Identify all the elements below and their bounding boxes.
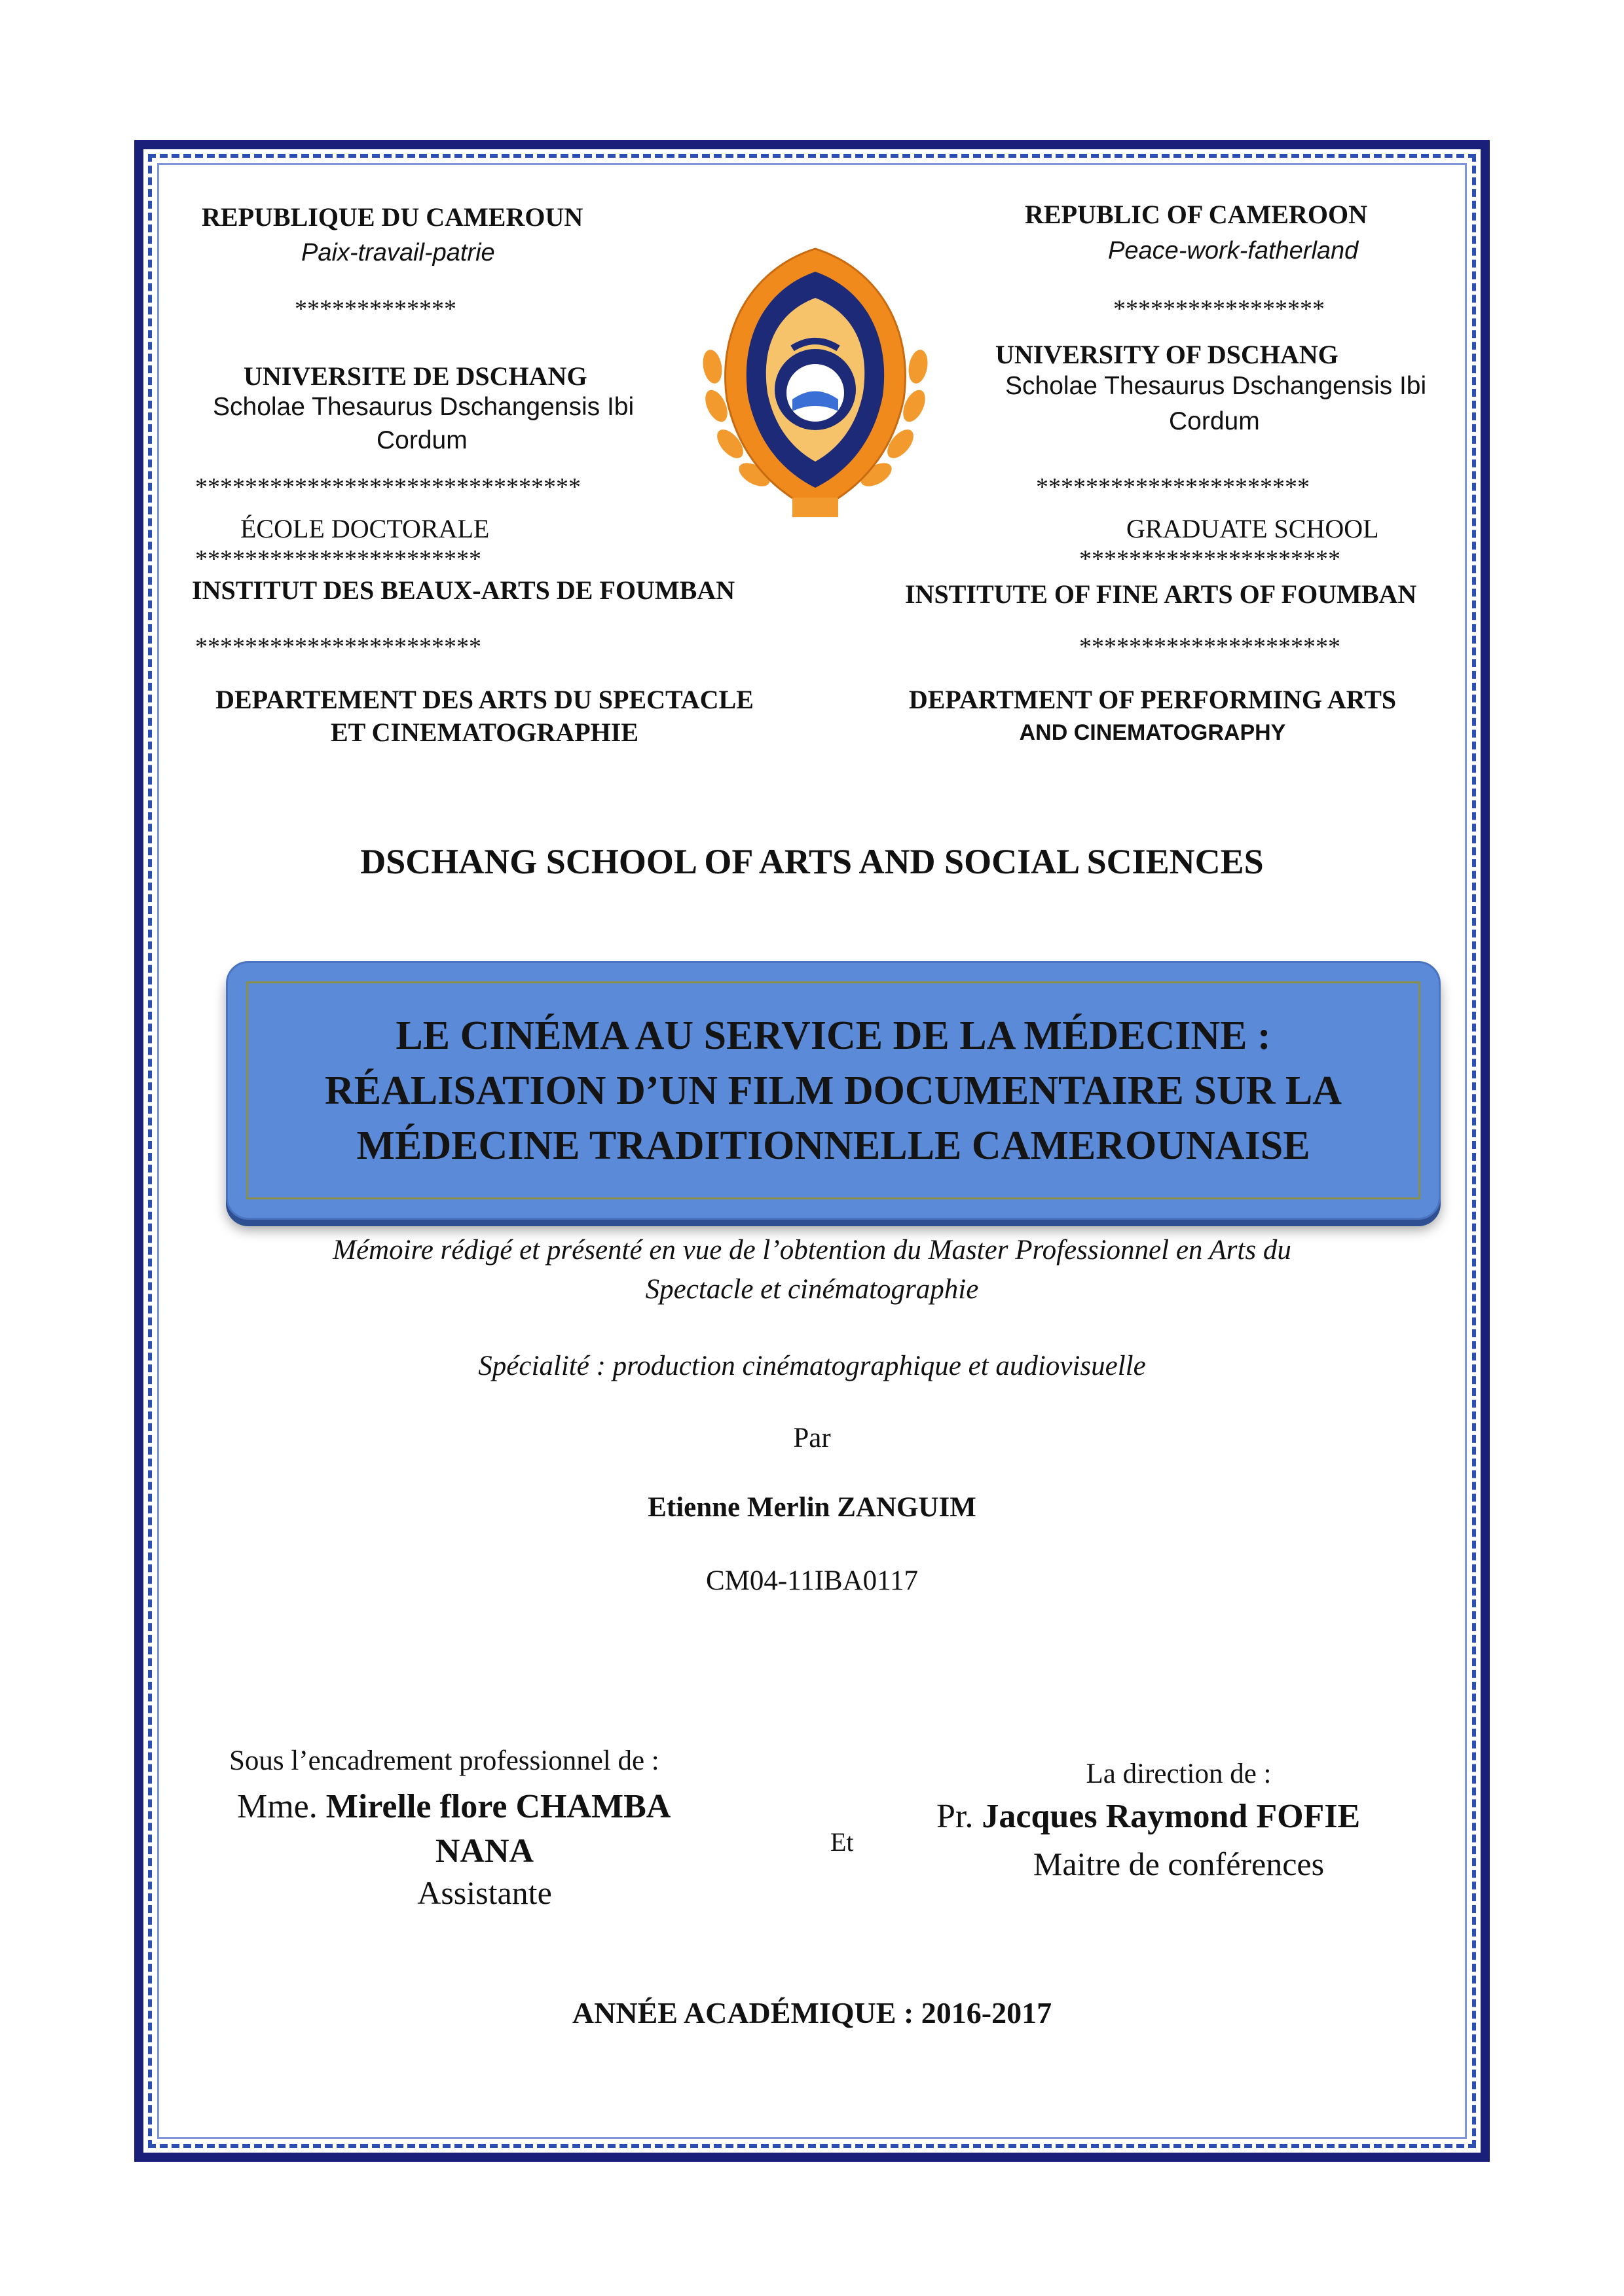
- left-separator-1: *************: [295, 295, 456, 323]
- left-department-line-1: DEPARTEMENT DES ARTS DU SPECTACLE: [215, 685, 754, 714]
- thesis-title-inner-frame: [246, 981, 1420, 1199]
- memoire-line-2: Spectacle et cinématographie: [645, 1274, 979, 1305]
- supervision-left-name-1: Mirelle flore CHAMBA: [325, 1788, 671, 1825]
- supervision-left-label: Sous l’encadrement professionnel de :: [229, 1745, 659, 1776]
- supervision-left-name-2: NANA: [435, 1832, 534, 1870]
- thesis-title-line-3: MÉDECINE TRADITIONNELLE CAMEROUNAISE: [356, 1123, 1310, 1168]
- author-name: Etienne Merlin ZANGUIM: [648, 1492, 976, 1523]
- supervision-left-prefix: Mme.: [237, 1788, 318, 1825]
- academic-year: ANNÉE ACADÉMIQUE : 2016-2017: [572, 1996, 1052, 2030]
- left-motto: Paix-travail-patrie: [301, 239, 495, 266]
- right-department-line-2: AND CINEMATOGRAPHY: [1019, 720, 1286, 745]
- right-latin-line-1: Scholae Thesaurus Dschangensis Ibi: [1005, 372, 1427, 400]
- left-separator-2: *******************************: [195, 473, 581, 501]
- supervision-left-role: Assistante: [417, 1874, 552, 1911]
- right-motto: Peace-work-fatherland: [1108, 237, 1359, 264]
- left-separator-3: ***********************: [195, 545, 481, 573]
- left-country: REPUBLIQUE DU CAMEROUN: [202, 202, 583, 232]
- university-seal-icon: [694, 236, 936, 537]
- left-university: UNIVERSITE DE DSCHANG: [244, 361, 587, 391]
- left-institute: INSTITUT DES BEAUX-ARTS DE FOUMBAN: [192, 575, 735, 605]
- supervision-right-label: La direction de :: [1086, 1758, 1272, 1789]
- school-name: DSCHANG SCHOOL OF ARTS AND SOCIAL SCIENCES: [360, 842, 1264, 881]
- supervision-right-name: Jacques Raymond FOFIE: [982, 1798, 1361, 1835]
- right-department-line-1: DEPARTMENT OF PERFORMING ARTS: [908, 685, 1397, 714]
- right-country: REPUBLIC OF CAMEROON: [1025, 200, 1367, 229]
- matricule: CM04-11IBA0117: [705, 1565, 919, 1596]
- right-institute: INSTITUTE OF FINE ARTS OF FOUMBAN: [905, 579, 1417, 609]
- supervision-right-role: Maitre de conférences: [1033, 1846, 1325, 1882]
- right-separator-1: *****************: [1113, 295, 1325, 323]
- supervision-conjunction: Et: [830, 1827, 854, 1857]
- right-latin-line-2: Cordum: [1169, 407, 1260, 435]
- right-university: UNIVERSITY OF DSCHANG: [995, 340, 1338, 369]
- memoire-line-1: Mémoire rédigé et présenté en vue de l’obtention du Master Professionnel en Arts du: [333, 1235, 1291, 1266]
- right-separator-3: *********************: [1079, 545, 1340, 573]
- left-separator-4: ***********************: [195, 633, 481, 661]
- par-label: Par: [793, 1423, 831, 1453]
- thesis-title-line-2: RÉALISATION D’UN FILM DOCUMENTAIRE SUR LA: [325, 1068, 1342, 1113]
- supervision-right-prefix: Pr.: [936, 1798, 974, 1835]
- right-separator-4: *********************: [1079, 633, 1340, 661]
- thesis-title-line-1: LE CINÉMA AU SERVICE DE LA MÉDECINE :: [396, 1013, 1271, 1058]
- thesis-title-box: [226, 961, 1441, 1220]
- left-latin-line-1: Scholae Thesaurus Dschangensis Ibi: [213, 393, 635, 421]
- right-separator-2: **********************: [1036, 473, 1310, 501]
- left-department-line-2: ET CINEMATOGRAPHIE: [330, 718, 639, 747]
- left-latin-line-2: Cordum: [377, 426, 468, 454]
- right-school: GRADUATE SCHOOL: [1126, 514, 1379, 543]
- left-school: ÉCOLE DOCTORALE: [240, 514, 490, 543]
- specialite: Spécialité : production cinématographique et audiovisuelle: [478, 1351, 1146, 1381]
